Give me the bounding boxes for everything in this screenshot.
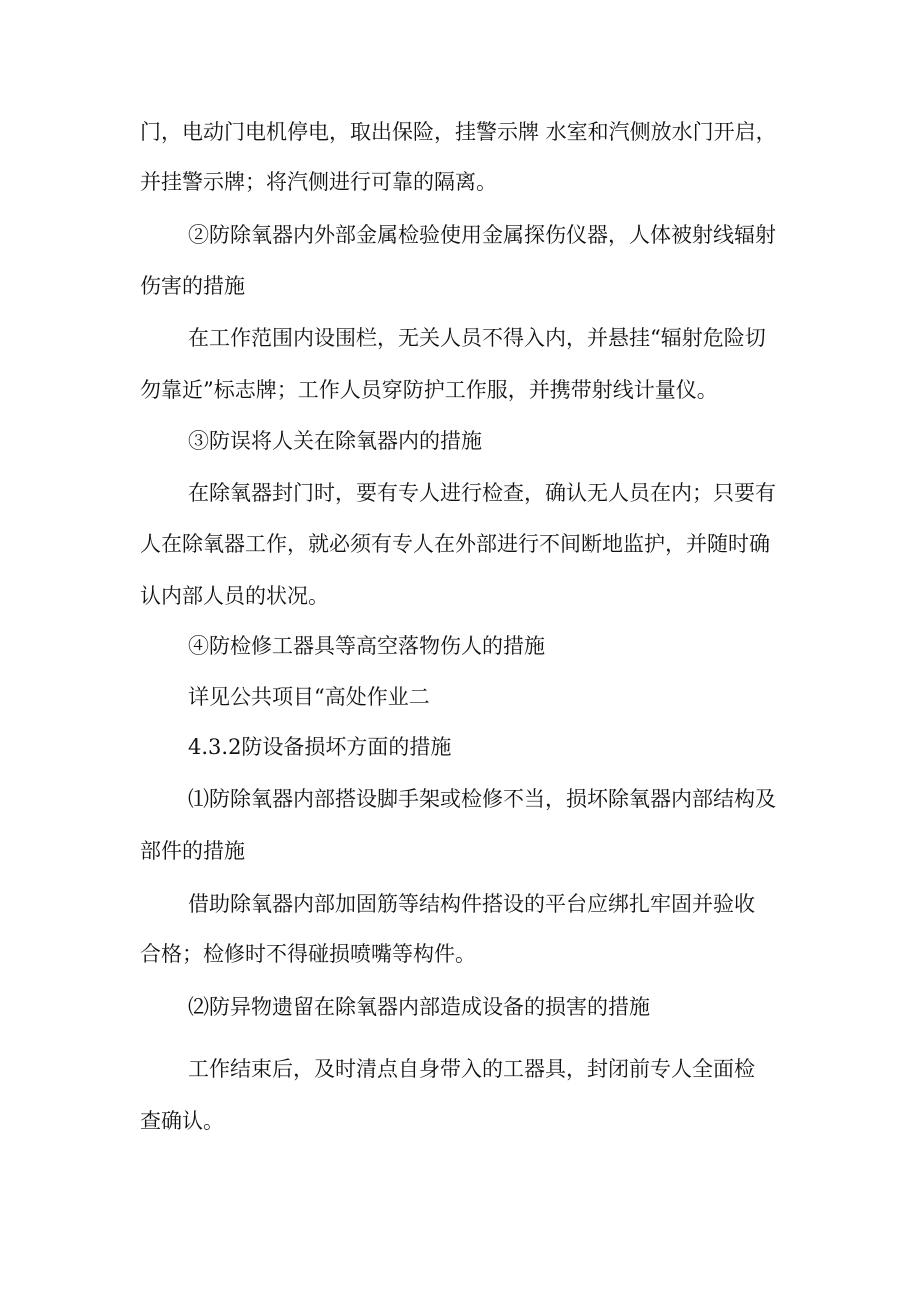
body-text-line: 勿靠近”标志牌；工作人员穿防护工作服，并携带射线计量仪。 [140, 378, 718, 402]
body-text-line: 在除氧器封门时，要有专人进行检查，确认无人员在内；只要有 [188, 481, 776, 505]
subsection-heading: ⑵防异物遗留在除氧器内部造成设备的损害的措施 [188, 995, 650, 1019]
body-text-line: 借助除氧器内部加固筋等结构件搭设的平台应绑扎牢固并验收 [188, 892, 755, 916]
subsection-heading: ④防检修工器具等高空落物伤人的措施 [188, 634, 545, 658]
subsection-heading-continuation: 部件的措施 [140, 839, 245, 863]
body-text-line: 并挂警示牌；将汽侧进行可靠的隔离。 [140, 170, 497, 194]
subsection-heading: ③防误将人关在除氧器内的措施 [188, 429, 482, 453]
subsection-heading-continuation: 伤害的措施 [140, 274, 245, 298]
body-text-line: 合格；检修时不得碰损喷嘴等构件。 [140, 942, 476, 966]
body-text-line: 查确认。 [140, 1109, 224, 1133]
body-text-line: 工作结束后，及时清点自身带入的工器具，封闭前专人全面检 [188, 1057, 755, 1081]
body-text-line: 认内部人员的状况。 [140, 584, 329, 608]
body-text-line: 详见公共项目“高处作业二 [188, 685, 430, 709]
subsection-heading: ⑴防除氧器内部搭设脚手架或检修不当，损坏除氧器内部结构及 [188, 787, 776, 811]
body-text-line: 人在除氧器工作，就必须有专人在外部进行不间断地监护，并随时确 [140, 532, 770, 556]
body-text-line: 门，电动门电机停电，取出保险，挂警示牌 水室和汽侧放水门开启， [140, 120, 777, 144]
section-heading: 4.3.2防设备损坏方面的措施 [188, 735, 452, 759]
body-text-line: 在工作范围内设围栏，无关人员不得入内，并悬挂“辐射危险切 [188, 326, 766, 350]
subsection-heading: ②防除氧器内外部金属检验使用金属探伤仪器，人体被射线辐射 [188, 223, 776, 247]
